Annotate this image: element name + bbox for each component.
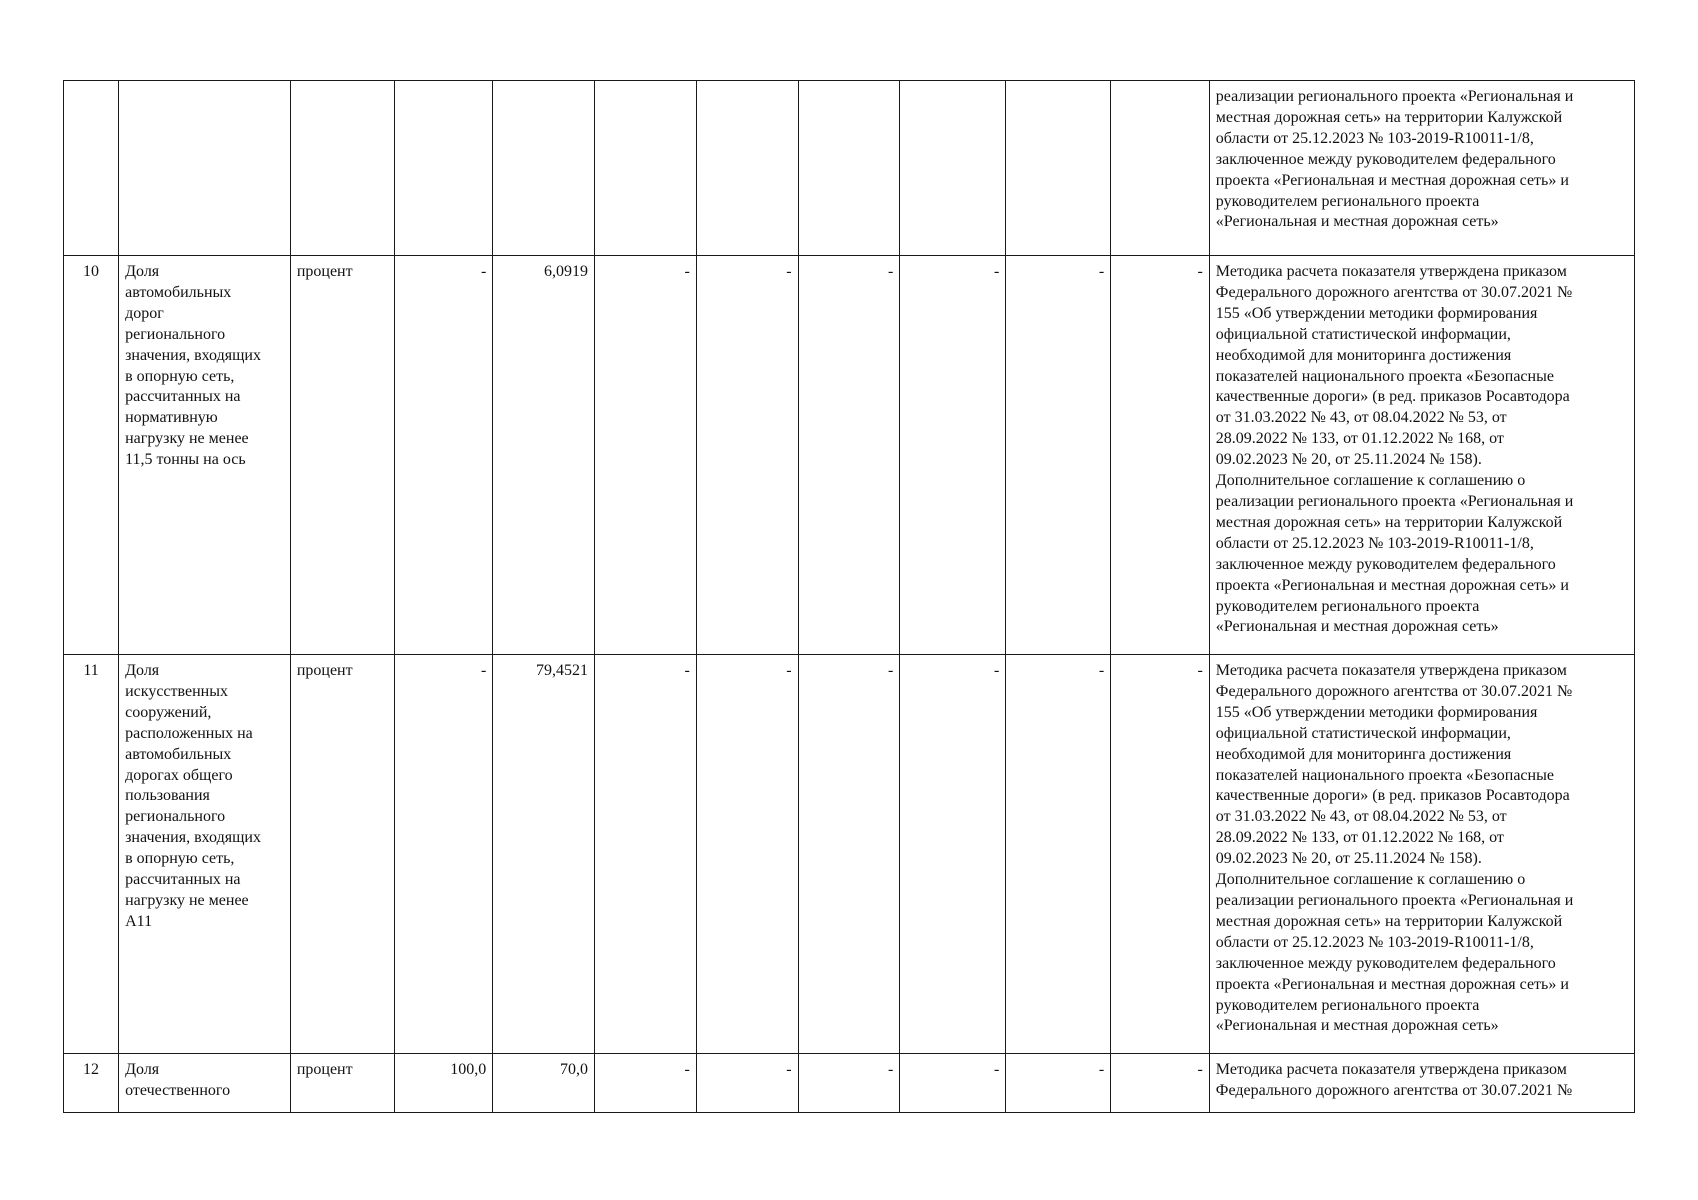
indicator-name-line: Доля <box>125 662 160 679</box>
value-cell: 79,4521 <box>493 655 595 1054</box>
indicator-name-line: в опорную сеть, <box>125 367 235 385</box>
value-cell: - <box>798 256 900 655</box>
methodology-line: качественные дороги» (в ред. приказов Росавтодора <box>1215 388 1570 406</box>
methodology-line: местная дорожная сеть» на территории Калужской <box>1215 912 1563 930</box>
indicator-name-line: автомобильных <box>125 283 232 301</box>
value-cell: - <box>595 655 697 1054</box>
methodology-line: Федерального дорожного агентства от 30.07.2021 № <box>1215 1081 1573 1099</box>
value-cell: - <box>1111 655 1210 1054</box>
value-cell: - <box>1006 1054 1111 1113</box>
value-cell: - <box>1006 256 1111 655</box>
methodology-cell <box>1209 256 1634 655</box>
indicator-name-line: значения, входящих <box>125 346 261 364</box>
methodology-line: от 31.03.2022 № 43, от 08.04.2022 № 53, от <box>1215 808 1507 826</box>
indicator-name-line: отечественного <box>125 1081 231 1099</box>
methodology-line: 155 «Об утверждении методики формирования <box>1215 703 1538 721</box>
methodology-line: руководителем регионального проекта <box>1215 192 1480 210</box>
row-number-cell: 12 <box>64 1054 119 1113</box>
methodology-line: 155 «Об утверждении методики формирования <box>1215 304 1538 322</box>
indicator-name-line: 11,5 тонны на ось <box>125 451 246 469</box>
unit-cell: процент <box>290 1054 394 1113</box>
methodology-line: «Региональная и местная дорожная сеть» <box>1215 213 1499 231</box>
methodology-line: показателей национального проекта «Безопасные <box>1215 766 1554 784</box>
value-cell: - <box>900 256 1006 655</box>
methodology-line: области от 25.12.2023 № 103-2019-R10011-1/8, <box>1215 534 1534 552</box>
methodology-line: Методика расчета показателя утверждена приказом <box>1215 1061 1567 1078</box>
indicator-name-line: рассчитанных на <box>125 388 241 406</box>
indicator-name-line: рассчитанных на <box>125 871 241 889</box>
methodology-line: официальной статистической информации, <box>1215 325 1511 343</box>
methodology-line: заключенное между руководителем федерального <box>1215 150 1556 168</box>
row-number-cell: 11 <box>64 655 119 1054</box>
value-cell: - <box>1111 1054 1210 1113</box>
methodology-line: руководителем регионального проекта <box>1215 996 1480 1014</box>
value-cell: - <box>595 1054 697 1113</box>
methodology-line: «Региональная и местная дорожная сеть» <box>1215 618 1499 636</box>
methodology-line: от 31.03.2022 № 43, от 08.04.2022 № 53, от <box>1215 409 1507 427</box>
value-cell: - <box>1006 655 1111 1054</box>
indicator-name-cell <box>119 81 291 256</box>
value-cell <box>1006 81 1111 256</box>
methodology-line: заключенное между руководителем федерального <box>1215 954 1556 972</box>
methodology-line: Дополнительное соглашение к соглашению о <box>1215 871 1526 889</box>
methodology-line: заключенное между руководителем федерального <box>1215 555 1556 573</box>
table-row <box>64 256 1635 655</box>
methodology-line: Методика расчета показателя утверждена приказом <box>1215 662 1567 679</box>
methodology-line: официальной статистической информации, <box>1215 724 1511 742</box>
methodology-line: 28.09.2022 № 133, от 01.12.2022 № 168, от <box>1215 430 1504 448</box>
methodology-line: необходимой для мониторинга достижения <box>1215 346 1512 364</box>
row-number-cell <box>64 81 119 256</box>
value-cell: - <box>798 655 900 1054</box>
methodology-line: проекта «Региональная и местная дорожная сеть» и <box>1215 576 1569 594</box>
value-cell: - <box>900 1054 1006 1113</box>
methodology-line: 09.02.2023 № 20, от 25.11.2024 № 158). <box>1215 451 1482 469</box>
value-cell: - <box>595 256 697 655</box>
table-row <box>64 1054 1635 1113</box>
indicator-name-line: А11 <box>125 912 153 930</box>
indicator-name-line: значения, входящих <box>125 829 261 847</box>
row-number-cell: 10 <box>64 256 119 655</box>
value-cell <box>696 81 798 256</box>
indicator-name-line: нагрузку не менее <box>125 891 249 909</box>
methodology-line: области от 25.12.2023 № 103-2019-R10011-1/8, <box>1215 933 1534 951</box>
methodology-line: показателей национального проекта «Безопасные <box>1215 367 1554 385</box>
methodology-line: качественные дороги» (в ред. приказов Росавтодора <box>1215 787 1570 805</box>
methodology-cell <box>1209 1054 1634 1113</box>
indicator-name-line: регионального <box>125 325 226 343</box>
methodology-line: 28.09.2022 № 133, от 01.12.2022 № 168, от <box>1215 829 1504 847</box>
value-cell <box>798 81 900 256</box>
methodology-line: местная дорожная сеть» на территории Калужской <box>1215 108 1563 126</box>
indicator-name-line: сооружений, <box>125 703 212 721</box>
indicator-name-line: искусственных <box>125 682 228 700</box>
unit-cell <box>290 81 394 256</box>
methodology-line: реализации регионального проекта «Региональная и <box>1215 492 1574 510</box>
value-cell <box>900 81 1006 256</box>
indicator-name-line: нагрузку не менее <box>125 430 249 448</box>
indicator-name-cell <box>119 256 291 655</box>
methodology-line: 09.02.2023 № 20, от 25.11.2024 № 158). <box>1215 850 1482 868</box>
methodology-line: Методика расчета показателя утверждена приказом <box>1215 263 1567 280</box>
value-cell <box>1111 81 1210 256</box>
methodology-line: необходимой для мониторинга достижения <box>1215 745 1512 763</box>
indicator-name-line: нормативную <box>125 409 218 427</box>
unit-cell: процент <box>290 655 394 1054</box>
indicator-name-line: регионального <box>125 808 226 826</box>
value-cell: - <box>696 1054 798 1113</box>
methodology-cell <box>1209 655 1634 1054</box>
methodology-line: местная дорожная сеть» на территории Калужской <box>1215 513 1563 531</box>
value-cell: - <box>1111 256 1210 655</box>
value-cell <box>595 81 697 256</box>
methodology-line: проекта «Региональная и местная дорожная сеть» и <box>1215 975 1569 993</box>
value-cell: - <box>394 256 493 655</box>
indicator-name-line: Доля <box>125 263 160 280</box>
value-cell <box>493 81 595 256</box>
methodology-line: реализации регионального проекта «Региональная и <box>1215 891 1574 909</box>
methodology-line: реализации регионального проекта «Региональная и <box>1215 88 1574 105</box>
indicators-table <box>63 80 1635 1113</box>
methodology-line: Федерального дорожного агентства от 30.07.2021 № <box>1215 682 1573 700</box>
value-cell: - <box>394 655 493 1054</box>
indicator-name-line: дорог <box>125 304 164 322</box>
methodology-line: Дополнительное соглашение к соглашению о <box>1215 472 1526 490</box>
methodology-line: области от 25.12.2023 № 103-2019-R10011-1/8, <box>1215 129 1534 147</box>
value-cell: 70,0 <box>493 1054 595 1113</box>
table-row <box>64 655 1635 1054</box>
methodology-line: руководителем регионального проекта <box>1215 597 1480 615</box>
indicator-name-line: автомобильных <box>125 745 232 763</box>
value-cell: 100,0 <box>394 1054 493 1113</box>
value-cell <box>394 81 493 256</box>
methodology-line: Федерального дорожного агентства от 30.07.2021 № <box>1215 283 1573 301</box>
unit-cell: процент <box>290 256 394 655</box>
indicator-name-line: пользования <box>125 787 210 805</box>
value-cell: - <box>696 256 798 655</box>
value-cell: - <box>900 655 1006 1054</box>
methodology-cell <box>1209 81 1634 256</box>
methodology-line: «Региональная и местная дорожная сеть» <box>1215 1017 1499 1035</box>
indicator-name-cell <box>119 1054 291 1113</box>
methodology-line: проекта «Региональная и местная дорожная сеть» и <box>1215 171 1569 189</box>
indicator-name-cell <box>119 655 291 1054</box>
value-cell: - <box>696 655 798 1054</box>
table-row <box>64 81 1635 256</box>
indicator-name-line: расположенных на <box>125 724 253 742</box>
value-cell: 6,0919 <box>493 256 595 655</box>
indicator-name-line: дорогах общего <box>125 766 233 784</box>
value-cell: - <box>798 1054 900 1113</box>
indicator-name-line: в опорную сеть, <box>125 850 235 868</box>
indicator-name-line: Доля <box>125 1061 160 1078</box>
